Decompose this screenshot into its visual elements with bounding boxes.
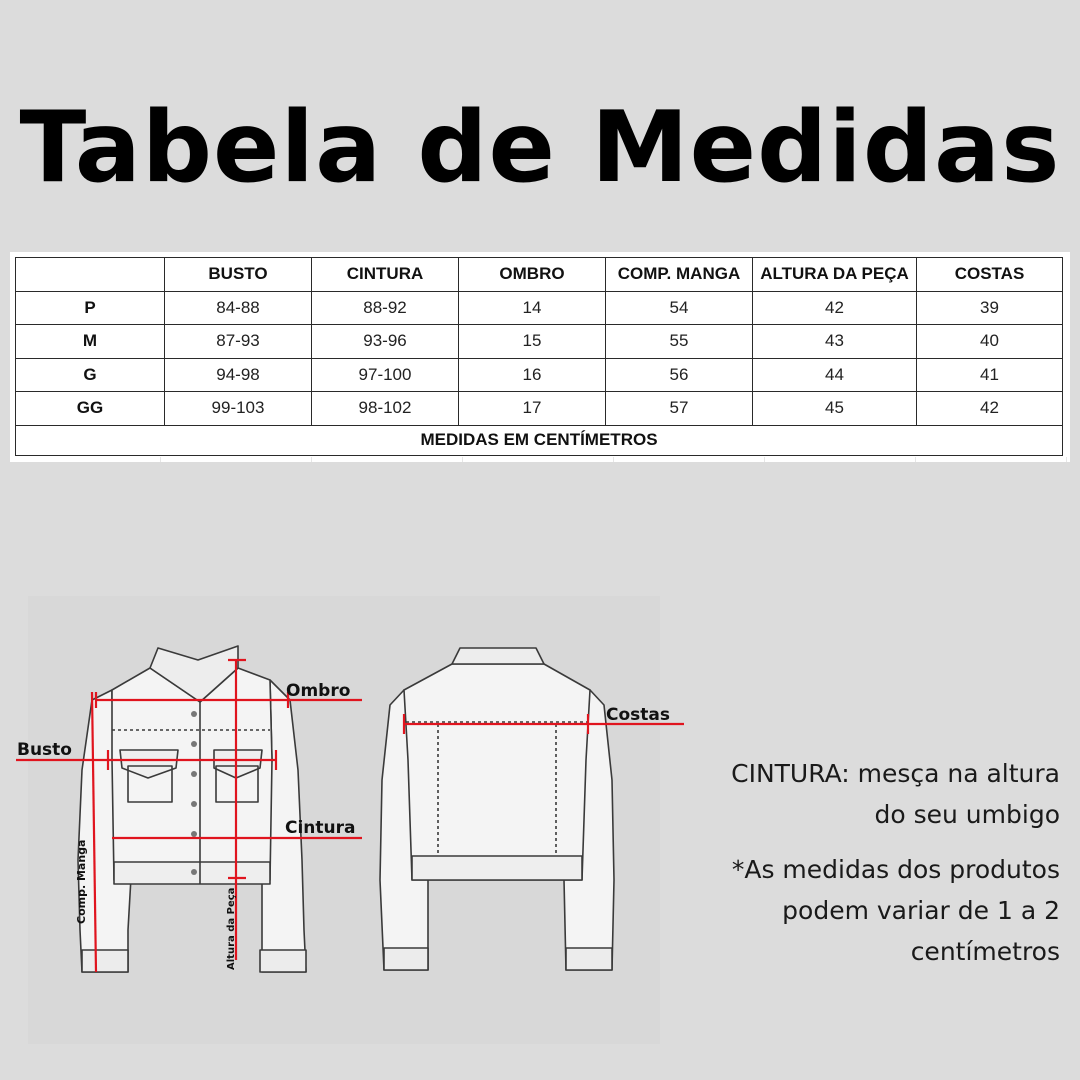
table-cell: 97-100 xyxy=(312,358,459,392)
table-cell: 41 xyxy=(917,358,1063,392)
size-cell: P xyxy=(16,291,165,325)
table-footer: MEDIDAS EM CENTÍMETROS xyxy=(16,425,1063,455)
header-cell-ombro: OMBRO xyxy=(459,258,606,292)
table-cell: 55 xyxy=(606,325,753,359)
table-cell: 93-96 xyxy=(312,325,459,359)
comp-manga-label: Comp. Manga xyxy=(75,839,88,924)
table-cell: 17 xyxy=(459,392,606,426)
variation-note: *As medidas dos produtos podem variar de 1 a 2 centímetros xyxy=(731,855,1060,966)
busto-label: Busto xyxy=(17,740,72,760)
table-cell: 56 xyxy=(606,358,753,392)
header-cell-comp-manga: COMP. MANGA xyxy=(606,258,753,292)
size-cell: GG xyxy=(16,392,165,426)
table-cell: 57 xyxy=(606,392,753,426)
front-jacket-illustration xyxy=(78,646,306,972)
table-cell: 43 xyxy=(753,325,917,359)
size-cell: M xyxy=(16,325,165,359)
table-cell: 39 xyxy=(917,291,1063,325)
header-cell-busto: BUSTO xyxy=(165,258,312,292)
table-cell: 88-92 xyxy=(312,291,459,325)
table-cell: 14 xyxy=(459,291,606,325)
back-jacket-illustration xyxy=(380,648,614,970)
cintura-note: CINTURA: mesça na altura do seu umbigo xyxy=(731,759,1060,829)
table-cell: 87-93 xyxy=(165,325,312,359)
size-cell: G xyxy=(16,358,165,392)
header-cell-altura-peca: ALTURA DA PEÇA xyxy=(753,258,917,292)
header-cell-costas: COSTAS xyxy=(917,258,1063,292)
table-cell: 15 xyxy=(459,325,606,359)
table-cell: 54 xyxy=(606,291,753,325)
header-cell-cintura: CINTURA xyxy=(312,258,459,292)
costas-label: Costas xyxy=(606,705,670,725)
table-cell: 16 xyxy=(459,358,606,392)
table-cell: 45 xyxy=(753,392,917,426)
table-cell: 98-102 xyxy=(312,392,459,426)
table-cell: 44 xyxy=(753,358,917,392)
table-cell: 40 xyxy=(917,325,1063,359)
table-cell: 42 xyxy=(753,291,917,325)
table-cell: 42 xyxy=(917,392,1063,426)
page-title: Tabela de Medidas xyxy=(19,91,1061,205)
altura-peca-label: Altura da Peça xyxy=(226,887,237,970)
table-cell: 84-88 xyxy=(165,291,312,325)
cintura-label: Cintura xyxy=(285,818,356,838)
table-cell: 94-98 xyxy=(165,358,312,392)
table-cell: 99-103 xyxy=(165,392,312,426)
ombro-label: Ombro xyxy=(286,681,351,701)
